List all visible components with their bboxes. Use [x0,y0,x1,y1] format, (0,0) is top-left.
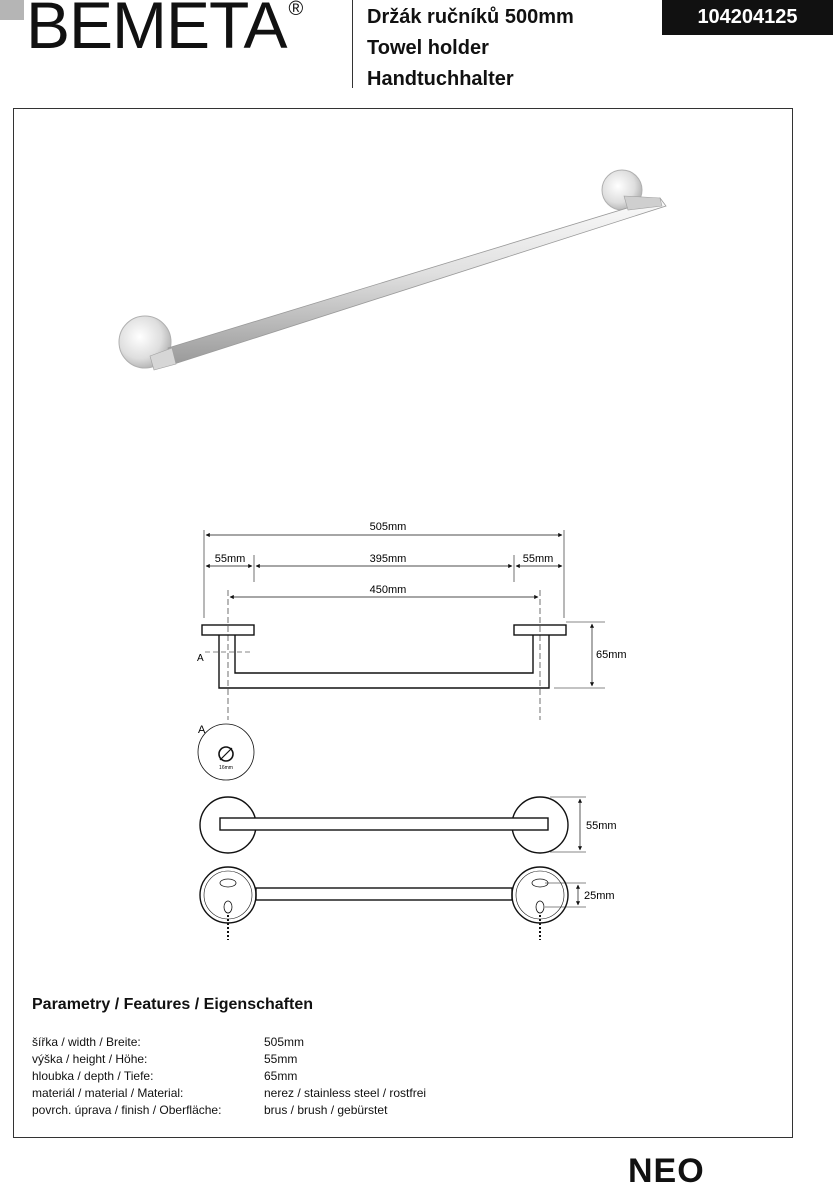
top-view [200,797,586,853]
product-photo [119,170,666,370]
spec-value-height: 55mm [264,1052,298,1066]
spec-value-finish: brus / brush / gebürstet [264,1103,388,1117]
spec-value-width: 505mm [264,1035,305,1049]
front-bar-outline [219,635,549,688]
label-middle-segment: 395mm [369,553,407,565]
series-name: NEO [628,1152,705,1190]
spec-label-height: výška / height / Höhe: [32,1052,148,1066]
spec-label-finish: povrch. úprava / finish / Oberfläche: [32,1103,222,1117]
spec-value-depth: 65mm [264,1069,298,1083]
spec-label-depth: hloubka / depth / Tiefe: [32,1069,154,1083]
label-fixing-spacing: 25mm [584,890,615,902]
title-german: Handtuchhalter [367,68,514,90]
spec-label-width: šířka / width / Breite: [32,1035,141,1049]
label-projection: 65mm [596,649,627,661]
tube-diameter-label: 16mm [219,765,233,771]
label-overall-width: 505mm [369,521,407,533]
title-czech: Držák ručníků 500mm [367,6,574,28]
label-mount-span: 450mm [369,584,407,596]
brand-logo: BEMETA ® [26,0,303,62]
features-heading: Parametry / Features / Eigenschaften [32,996,313,1013]
label-rosette-diameter: 55mm [586,820,617,832]
title-english: Towel holder [367,37,489,59]
towel-bar [168,198,666,364]
detail-circle [198,724,254,780]
detail-label: A [198,724,206,736]
mounting-view [200,867,586,940]
product-code-badge: 104204125 [662,0,833,35]
spec-value-material: nerez / stainless steel / rostfrei [264,1086,427,1100]
label-right-segment: 55mm [522,553,554,565]
label-left-segment: 55mm [214,553,246,565]
detail-a-view [198,724,254,780]
section-marker: A [197,653,204,664]
spec-label-material: materiál / material / Material: [32,1086,184,1100]
